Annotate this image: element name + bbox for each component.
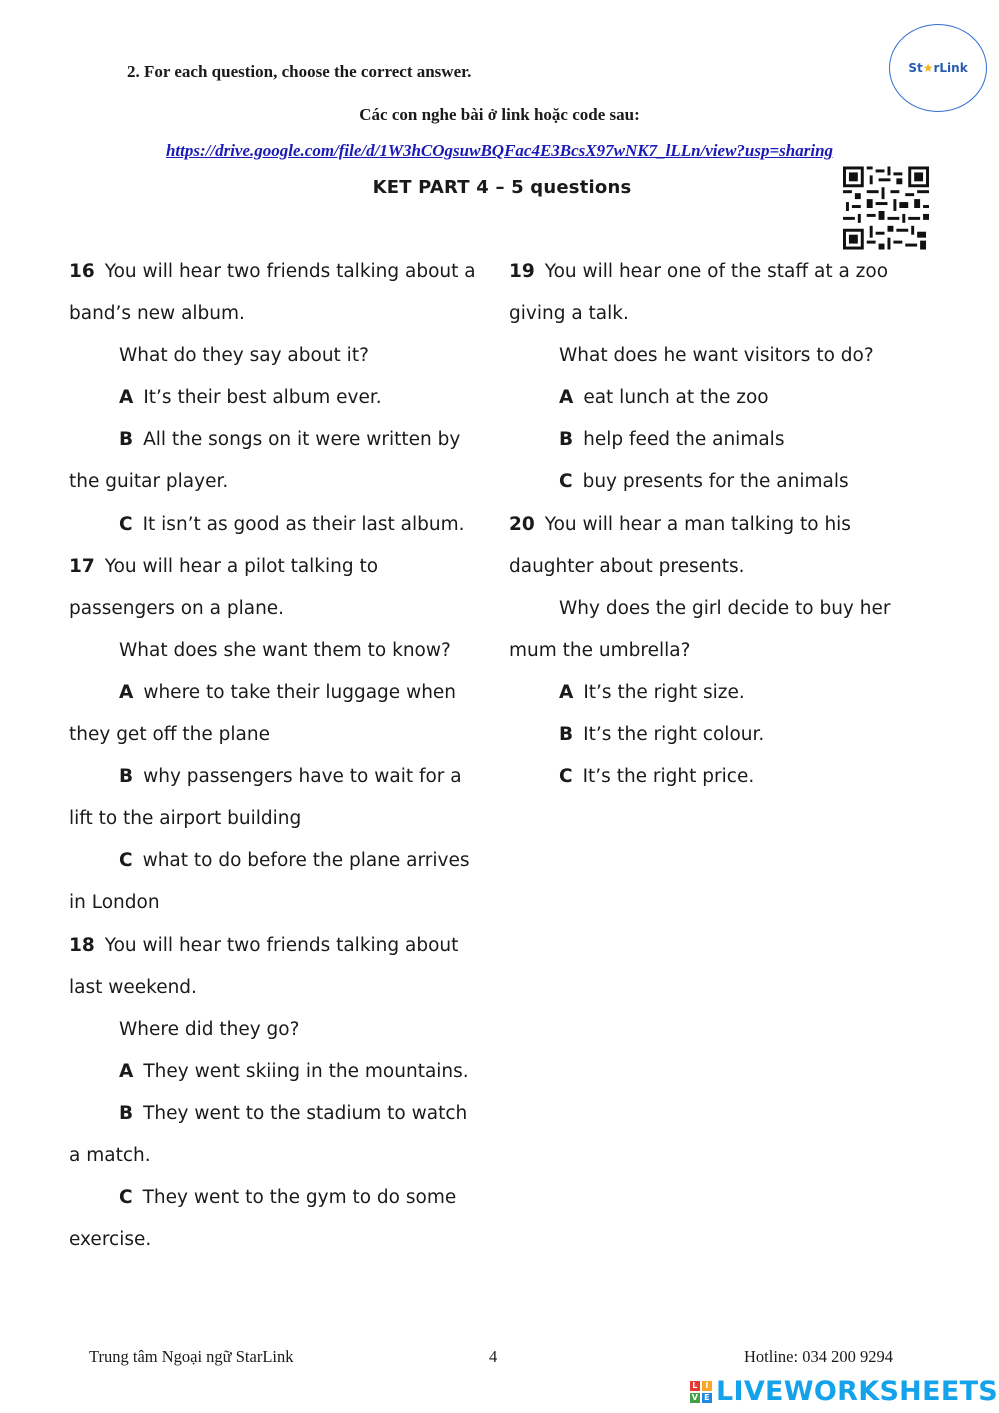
answer-option: [509, 714, 934, 756]
option-text: It’s their best album ever.: [143, 387, 382, 409]
subtitle: Các con nghe bài ở link hoặc code sau:: [359, 105, 640, 124]
option-letter: C: [119, 1187, 133, 1209]
option-letter: C: [119, 513, 133, 535]
option-letter: B: [119, 1102, 134, 1124]
option-letter: B: [559, 724, 574, 746]
answer-option: [509, 461, 934, 503]
footer-page-number: 4: [489, 1347, 498, 1366]
answer-option: [69, 419, 494, 461]
question-text: You will hear two friends talking about: [104, 934, 459, 956]
brand-squares-icon: [690, 1381, 712, 1403]
question-number: 17: [69, 555, 95, 577]
option-text: why passengers have to wait for a: [143, 766, 462, 788]
question-number: 20: [509, 513, 535, 535]
option-letter: C: [559, 471, 573, 493]
continuation-line: they get off the plane: [69, 724, 270, 746]
option-text: They went to the gym to do some: [142, 1187, 457, 1209]
logo-text-end: rLink: [933, 61, 968, 75]
part-title: KET PART 4 – 5 questions: [372, 177, 632, 198]
option-letter: A: [559, 681, 574, 703]
continuation-line: daughter about presents.: [509, 555, 745, 577]
option-text: eat lunch at the zoo: [583, 387, 769, 409]
answer-option: [69, 840, 494, 882]
answer-option: [69, 1177, 494, 1219]
footer-hotline: Hotline: 034 200 9294: [744, 1347, 893, 1366]
option-text: It’s the right size.: [583, 681, 745, 703]
logo-text-start: St: [908, 61, 923, 75]
brand-square: L: [690, 1381, 700, 1391]
answer-option: [69, 672, 494, 714]
continuation-line: mum the umbrella?: [509, 639, 691, 661]
question-number: 18: [69, 934, 95, 956]
question-stem: What do they say about it?: [119, 345, 369, 367]
liveworksheets-brand[interactable]: [690, 1376, 998, 1407]
continuation-line: last weekend.: [69, 976, 197, 998]
brand-square: E: [702, 1393, 712, 1403]
answer-option: [69, 1051, 494, 1093]
continuation-line: lift to the airport building: [69, 808, 302, 830]
brand-square: I: [702, 1381, 712, 1391]
answer-option: [69, 1093, 494, 1135]
left-question-column: [69, 251, 494, 1261]
continuation-line: a match.: [69, 1144, 151, 1166]
question-line: [509, 504, 934, 546]
option-text: They went skiing in the mountains.: [143, 1060, 469, 1082]
brand-square: V: [691, 1392, 699, 1402]
question-stem: Where did they go?: [119, 1018, 300, 1040]
option-text: what to do before the plane arrives: [142, 850, 470, 872]
answer-option: [509, 377, 934, 419]
option-letter: C: [559, 766, 573, 788]
option-letter: C: [119, 850, 133, 872]
question-line: [69, 251, 494, 293]
answer-option: [509, 756, 934, 798]
option-text: It’s the right price.: [582, 766, 755, 788]
question-line: [69, 925, 494, 967]
continuation-line: the guitar player.: [69, 471, 229, 493]
question-stem: Why does the girl decide to buy her: [559, 597, 891, 619]
footer-center-name: Trung tâm Ngoại ngữ StarLink: [89, 1347, 294, 1366]
starlink-logo: [889, 24, 987, 112]
question-text: You will hear a man talking to his: [544, 513, 851, 535]
option-letter: B: [119, 766, 134, 788]
right-question-column: [509, 251, 934, 798]
question-text: You will hear two friends talking about a: [104, 261, 476, 282]
question-text: You will hear one of the staff at a zoo: [544, 261, 889, 282]
question-line: [509, 251, 934, 293]
answer-option: [509, 672, 934, 714]
option-letter: B: [559, 429, 574, 451]
instruction-text: 2. For each question, choose the correct answer.: [127, 62, 472, 81]
audio-link[interactable]: https://drive.google.com/file/d/1W3hCOgsuwBQFac4E3BcsX97wNK7_lLLn/view?usp=sharing: [165, 141, 834, 160]
answer-option: [509, 419, 934, 461]
answer-option: [69, 756, 494, 798]
option-letter: A: [119, 681, 134, 703]
continuation-line: giving a talk.: [509, 303, 629, 325]
answer-option: [69, 377, 494, 419]
continuation-line: band’s new album.: [69, 303, 245, 325]
option-text: help feed the animals: [583, 429, 785, 451]
option-text: It’s the right colour.: [583, 724, 765, 746]
answer-option: [69, 504, 494, 546]
option-text: They went to the stadium to watch: [143, 1102, 468, 1124]
qr-code-icon: [843, 166, 929, 250]
question-line: [69, 546, 494, 588]
question-number: 19: [509, 261, 535, 282]
option-text: It isn’t as good as their last album.: [142, 513, 465, 535]
continuation-line: passengers on a plane.: [69, 597, 285, 619]
option-letter: A: [119, 387, 134, 409]
option-letter: A: [559, 387, 574, 409]
question-stem: What does he want visitors to do?: [559, 345, 874, 367]
option-text: where to take their luggage when: [143, 681, 457, 703]
option-text: buy presents for the animals: [582, 471, 849, 493]
continuation-line: exercise.: [69, 1229, 152, 1251]
option-letter: B: [119, 429, 134, 451]
brand-text: LIVEWORKSHEETS: [716, 1376, 999, 1407]
question-text: You will hear a pilot talking to: [104, 555, 379, 577]
continuation-line: in London: [69, 892, 160, 914]
option-letter: A: [119, 1060, 134, 1082]
question-number: 16: [69, 261, 95, 282]
question-stem: What does she want them to know?: [119, 639, 451, 661]
option-text: All the songs on it were written by: [143, 429, 461, 451]
logo-star-icon: ★: [922, 61, 934, 75]
